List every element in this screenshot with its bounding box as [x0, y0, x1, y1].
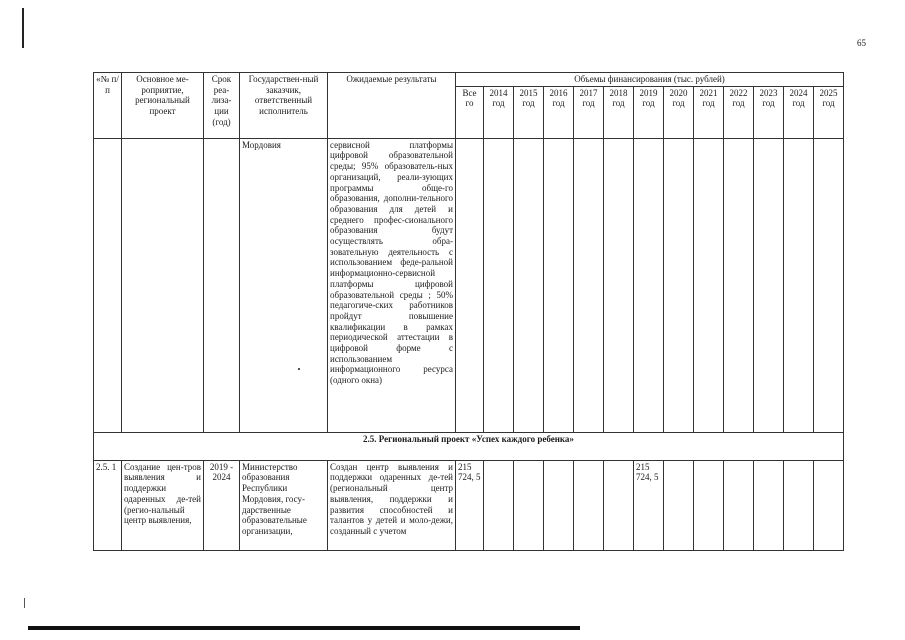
program-table [93, 72, 844, 551]
cell-empty [544, 460, 574, 550]
scan-speck [298, 368, 300, 370]
header-year: 2021 год [694, 86, 724, 138]
header-year: 2025 год [814, 86, 844, 138]
cell-empty [814, 460, 844, 550]
header-term: Срок реа-лиза-ции (год) [204, 73, 240, 139]
header-year: Все го [456, 86, 484, 138]
cell-empty [604, 460, 634, 550]
header-year: 2017 год [574, 86, 604, 138]
cell-empty [204, 138, 240, 432]
cell-empty [664, 138, 694, 432]
header-year: 2020 год [664, 86, 694, 138]
cell-empty [634, 138, 664, 432]
header-year: 2024 год [784, 86, 814, 138]
row2-term: 2019 - 2024 [204, 460, 240, 550]
cell-empty [514, 460, 544, 550]
header-customer: Государствен-ный заказчик, ответственный исполнитель [240, 73, 328, 139]
header-year: 2016 год [544, 86, 574, 138]
cell-empty [122, 138, 204, 432]
table-row [94, 138, 844, 432]
cell-empty [694, 460, 724, 550]
header-year: 2023 год [754, 86, 784, 138]
cell-empty [694, 138, 724, 432]
header-results: Ожидаемые результаты [328, 73, 456, 139]
header-measure: Основное ме-роприятие, региональный проект [122, 73, 204, 139]
row2-customer: Министерство образования Республики Мордовия, госу-дарственные образовательные организации, [240, 460, 328, 550]
scan-edge-mark [28, 626, 580, 630]
cell-empty [754, 460, 784, 550]
row2-total: 215 724, 5 [456, 460, 484, 550]
header-num: «№ п/п [94, 73, 122, 139]
row2-measure: Создание цен-тров выявления и поддержки одаренных де-тей (регио-нальный центр выявления, [122, 460, 204, 550]
scan-speck [24, 598, 25, 608]
scan-edge-mark [22, 8, 24, 48]
cell-empty [574, 138, 604, 432]
cell-empty [784, 138, 814, 432]
header-funding: Объемы финансирования (тыс. рублей) [456, 73, 844, 87]
header-year: 2019 год [634, 86, 664, 138]
cell-empty [724, 138, 754, 432]
row1-customer: Мордовия [240, 138, 328, 432]
header-year: 2014 год [484, 86, 514, 138]
row1-results: сервисной платформы цифровой образовательной среды; 95% образователь-ных организаций, реали-зующих программы обще-го образования, дополни-тельного образования для детей и среднего профес-сионального образования будут осуществлять обра-зовательную деятельность с использованием феде-ральной информационно-сервисной платформы цифровой образовательной среды ; 50% педагогиче-ских работников пройдут повышение квалификации в рамках периодической аттестации в цифровой форме с использованием информационного ресурса (одного окна) [328, 138, 456, 432]
cell-empty [754, 138, 784, 432]
cell-empty [544, 138, 574, 432]
cell-empty [604, 138, 634, 432]
cell-empty [784, 460, 814, 550]
cell-empty [484, 460, 514, 550]
header-year: 2018 год [604, 86, 634, 138]
cell-empty [724, 460, 754, 550]
row2-2019: 215 724, 5 [634, 460, 664, 550]
row2-num: 2.5. 1 [94, 460, 122, 550]
cell-empty [94, 138, 122, 432]
header-year: 2022 год [724, 86, 754, 138]
cell-empty [574, 460, 604, 550]
cell-empty [814, 138, 844, 432]
cell-empty [456, 138, 484, 432]
cell-empty [514, 138, 544, 432]
row2-results: Создан центр выявления и поддержки одаренных де-тей (региональный центр выявления, поддержки и развития способностей и талантов у детей и моло-дежи, созданный с учетом [328, 460, 456, 550]
page-number: 65 [857, 38, 866, 48]
cell-empty [484, 138, 514, 432]
section-title: 2.5. Региональный проект «Успех каждого ребенка» [94, 432, 844, 460]
cell-empty [664, 460, 694, 550]
header-year: 2015 год [514, 86, 544, 138]
table-row [94, 460, 844, 550]
